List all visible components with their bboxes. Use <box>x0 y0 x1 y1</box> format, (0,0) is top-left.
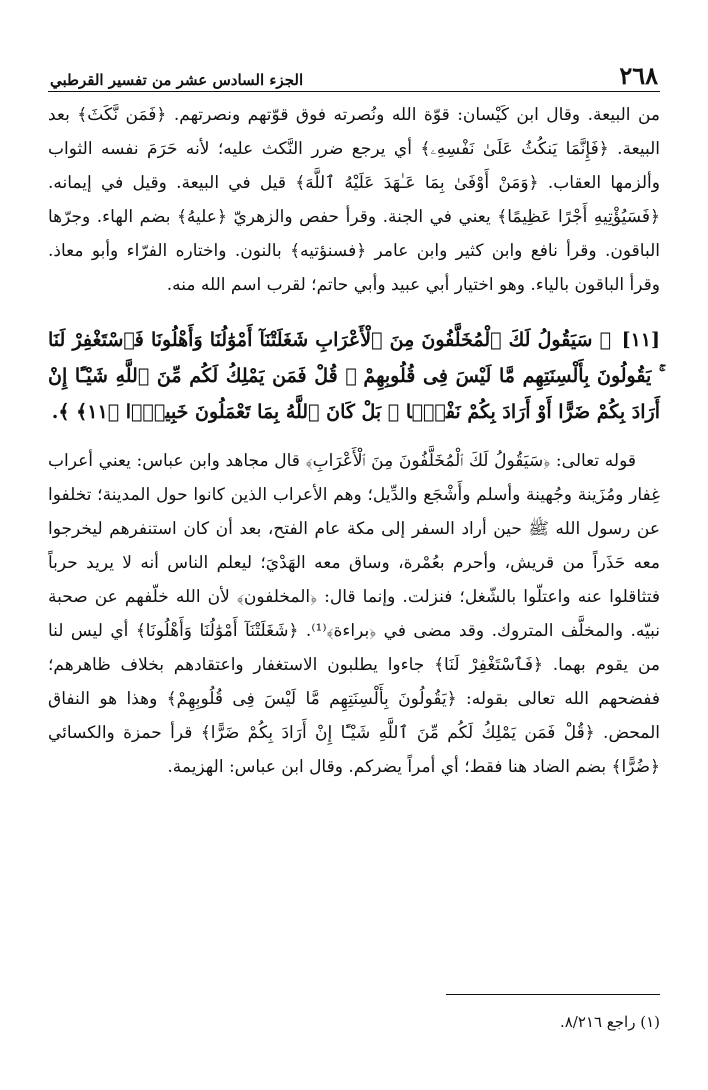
page-number: ٢٦٨ <box>619 61 658 90</box>
page-header <box>48 58 660 92</box>
paragraph-commentary-2: قوله تعالى: ﴿سَيَقُولُ لَكَ ٱلْمُخَلَّفُونَ مِنَ ٱلْأَعْرَابِ﴾ قال مجاهد وابن عباس: يعني أعراب غِفار ومُزَينة وجُهينة وأسلم وأَشْجَع والدِّيل؛ وهم الأعراب الذين كانوا حول المدينة؛ تخلفوا عن رسول الله ﷺ حين أراد السفر إلى مكة عام الفتح، بعد أن كان استنفرهم ليخرجوا معه حَذَراً من قريش، وأحرم بعُمْرة، وساق معه الهَدْيَ؛ ليعلم الناس أنه لا يريد حرباً فتثاقلوا عنه واعتلّوا بالشّغل؛ فنزلت. وإنما قال: ﴿المخلفون﴾ لأن الله خلّفهم عن صحبة نبيّه. والمخلَّف المتروك. وقد مضى في ﴿براءة﴾⁽¹⁾. ﴿شَغَلَتْنَآ أَمْوَٰلُنَا وَأَهْلُونَا﴾ أي ليس لنا من يقوم بهما. ﴿فَٱسْتَغْفِرْ لَنَا﴾ جاءوا يطلبون الاستغفار واعتقادهم بخلاف ظاهرهم؛ ففضحهم الله تعالى بقوله: ﴿يَقُولُونَ بِأَلْسِنَتِهِم مَّا لَيْسَ فِى قُلُوبِهِمْ﴾ وهذا هو النفاق المحض. ﴿قُلْ فَمَن يَمْلِكُ لَكُم مِّنَ ٱللَّهِ شَيْـًٔا إِنْ أَرَادَ بِكُمْ ضَرًّا﴾ قرأ حمزة والكسائي ﴿ضُرًّا﴾ بضم الضاد هنا فقط؛ أي أمراً يضركم. وقال ابن عباس: الهزيمة. <box>48 451 660 777</box>
verse-text: ﴿ سَيَقُولُ لَكَ ٱلْمُخَلَّفُونَ مِنَ ٱلْأَعْرَابِ شَغَلَتْنَآ أَمْوَٰلُنَا وَأَهْلُونَا فَٱسْتَغْفِرْ لَنَا ۚ يَقُولُونَ بِأَلْسِنَتِهِم مَّا لَيْسَ فِى قُلُوبِهِمْ ۚ قُلْ فَمَن يَمْلِكُ لَكُم مِّنَ ٱللَّهِ شَيْـًٔا إِنْ أَرَادَ بِكُمْ ضَرًّا أَوْ أَرَادَ بِكُمْ نَفْعًۢا ۚ بَلْ كَانَ ٱللَّهُ بِمَا تَعْمَلُونَ خَبِيرًۢا ﴿١١﴾ ﴾. <box>48 329 660 423</box>
book-page <box>48 58 660 784</box>
footnote-divider <box>446 994 660 995</box>
footnote: (١) راجع ٨/٢١٦. <box>559 1013 660 1031</box>
quran-verse <box>48 322 660 430</box>
paragraph-commentary-1: من البيعة. وقال ابن كَيْسان: قوّة الله ونُصرته فوق قوّتهم ونصرتهم. ﴿فَمَن نَّكَثَ﴾ بعد البيعة. ﴿فَإِنَّمَا يَنكُثُ عَلَىٰ نَفْسِهِۦ﴾ أي يرجع ضرر النَّكث عليه؛ لأنه حَرَمَ نفسه الثواب وألزمها العقاب. ﴿وَمَنْ أَوْفَىٰ بِمَا عَـٰهَدَ عَلَيْهُ ٱللَّهَ﴾ قيل في البيعة. وقيل في إيمانه. ﴿فَسَيُؤْتِيهِ أَجْرًا عَظِيمًا﴾ يعني في الجنة. وقرأ حفص والزهريّ ﴿عليهُ﴾ بضم الهاء. وجرّها الباقون. وقرأ نافع وابن كثير وابن عامر ﴿فسنؤتيه﴾ بالنون. واختاره الفرّاء وأبو معاذ. وقرأ الباقون بالياء. وهو اختيار أبي عبيد وأبي حاتم؛ لقرب اسم الله منه. <box>48 105 660 295</box>
verse-number: [١١] <box>621 329 660 351</box>
running-title: الجزء السادس عشر من تفسير القرطبي <box>50 71 304 89</box>
